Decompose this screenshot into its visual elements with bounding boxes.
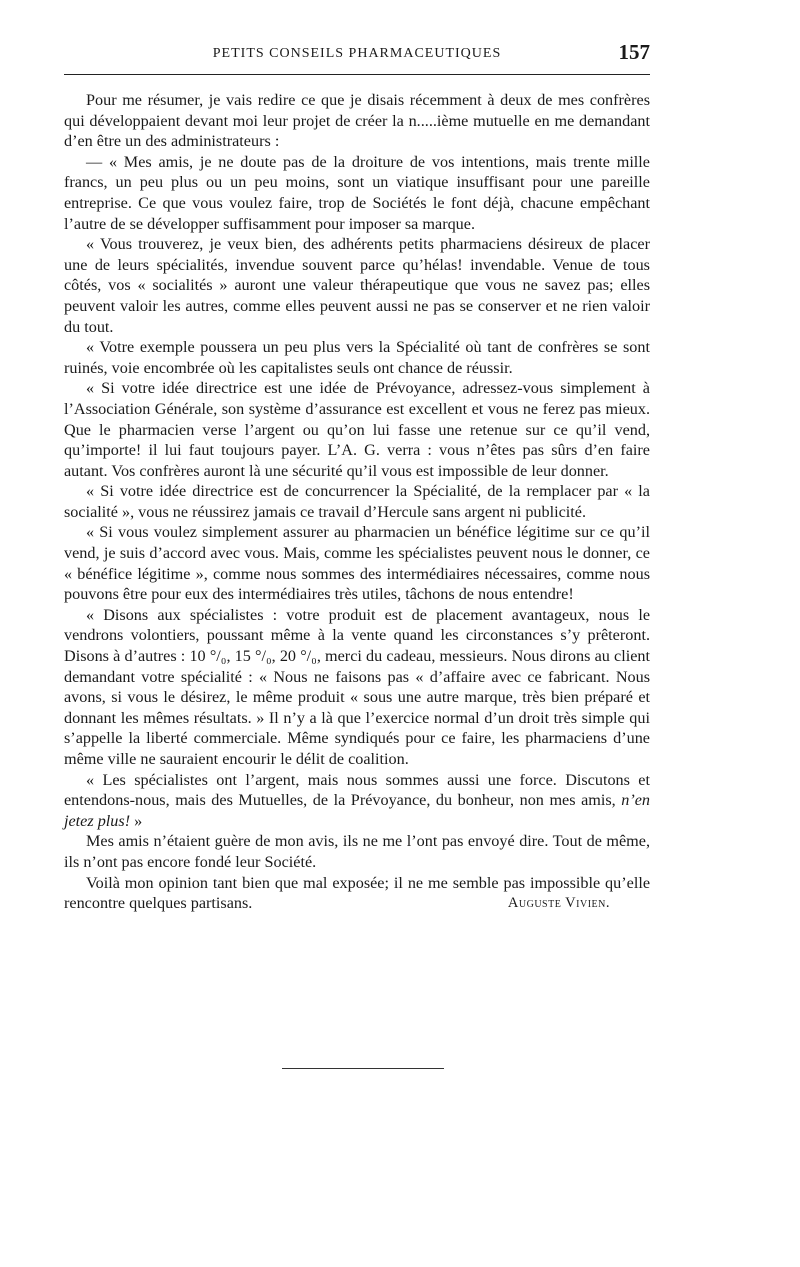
page-header — [64, 42, 650, 72]
author-signature: Auguste Vivien. — [507, 895, 610, 912]
running-title: PETITS CONSEILS PHARMACEUTIQUES — [212, 46, 502, 61]
paragraph: « Votre exemple poussera un peu plus vers la Spécialité où tant de confrères se sont ruinés, voie encombrée où les capitalistes seuls ont chance de réussir. — [64, 338, 650, 377]
paragraph: « Si votre idée directrice est une idée de Prévoyance, adressez-vous simplement à l’Association Générale, son système d’assurance est excellent et vous ne ferez pas mieux. Que le pharmacien verse l’argent ou qu’on lui fasse une retenue sur ce qu’il vend, qu’importe! il lui faut toujours payer. L’A. G. verra : vous n’êtes pas sûrs d’en faire autant. Vos confrères auront là une sécurité qu’il vous est impossible de leur donner. — [64, 379, 650, 480]
paragraph: « Si votre idée directrice est de concurrencer la Spécialité, de la remplacer par « la socialité », vous ne réussirez jamais ce travail d’Hercule sans argent ni publicité. — [64, 482, 650, 521]
paragraph-text: Voilà mon opinion tant bien que mal exposée; il ne me semble pas impossible qu’elle rencontre quelques partisans. — [64, 873, 650, 913]
paragraph: « Si vous voulez simplement assurer au pharmacien un bénéfice légitime sur ce qu’il vend, je suis d’accord avec vous. Mais, comme les spécialistes peuvent nous le donner, ce « bénéfice légitime », comme nous sommes des intermédiaires nécessaires, comme nous pouvons être pour eux des intermédiaires très utiles, tâchons de nous entendre! — [64, 523, 650, 604]
end-rule — [282, 1068, 444, 1069]
italic-phrase: n’en jetez plus! — [64, 791, 650, 830]
paragraph: Mes amis n’étaient guère de mon avis, ils ne me l’ont pas envoyé dire. Tout de même, ils n’ont pas encore fondé leur Société. — [64, 832, 650, 871]
closing-quote: » — [130, 811, 143, 830]
final-paragraph — [64, 873, 650, 914]
article-body — [64, 90, 650, 914]
paragraph: « Disons aux spécialistes : votre produit est de placement avantageux, nous le vendrons volontiers, poussant même à la vente quand les circonstances s’y prêteront. Disons à d’autres : 10 °/₀, 15 °/₀, 20 °/₀, merci du cadeau, messieurs. Nous dirons au client demandant votre spécialité : « Nous ne faisons pas « d’affaire avec ce fabricant. Nous avons, si vous le désirez, le même produit « sous une autre marque, très bien préparé et donnant les mêmes résultats. » Il n’y a là que l’exercice normal d’un droit très simple qui s’appelle la liberté commerciale. Même syndiqués pour ce faire, les pharmaciens d’une même ville ne sauraient encourir le délit de coalition. — [64, 605, 650, 768]
paragraph: « Vous trouverez, je veux bien, des adhérents petits pharmaciens désireux de placer une de leurs spécialités, invendue souvent parce qu’hélas! invendable. Venue de tous côtés, vos « socialités » auront une valeur thérapeutique que vous ne savez pas; elles peuvent valoir les autres, comme elles peuvent aussi ne pas se conserver et ne rien valoir du tout. — [64, 235, 650, 336]
header-rule — [64, 74, 650, 75]
paragraph: Pour me résumer, je vais redire ce que je disais récemment à deux de mes confrères qui développaient devant moi leur projet de créer la n.....ième mutuelle en me demandant d’en être un des administrateurs : — [64, 91, 650, 151]
paragraph-text: « Les spécialistes ont l’argent, mais nous sommes aussi une force. Discutons et entendons-nous, mais des Mutuelles, de la Prévoyance, du bonheur, non mes amis, — [64, 770, 650, 810]
paragraph: — « Mes amis, je ne doute pas de la droiture de vos intentions, mais trente mille francs, un peu plus ou un peu moins, sont un viatique insuffisant pour une pareille entreprise. Ce que vous voulez faire, trop de Sociétés le font déjà, chacune empêchant l’autre de se développer suffisamment pour imposer sa marque. — [64, 152, 650, 233]
paragraph-closing — [64, 770, 650, 832]
page-number: 157 — [618, 40, 650, 64]
